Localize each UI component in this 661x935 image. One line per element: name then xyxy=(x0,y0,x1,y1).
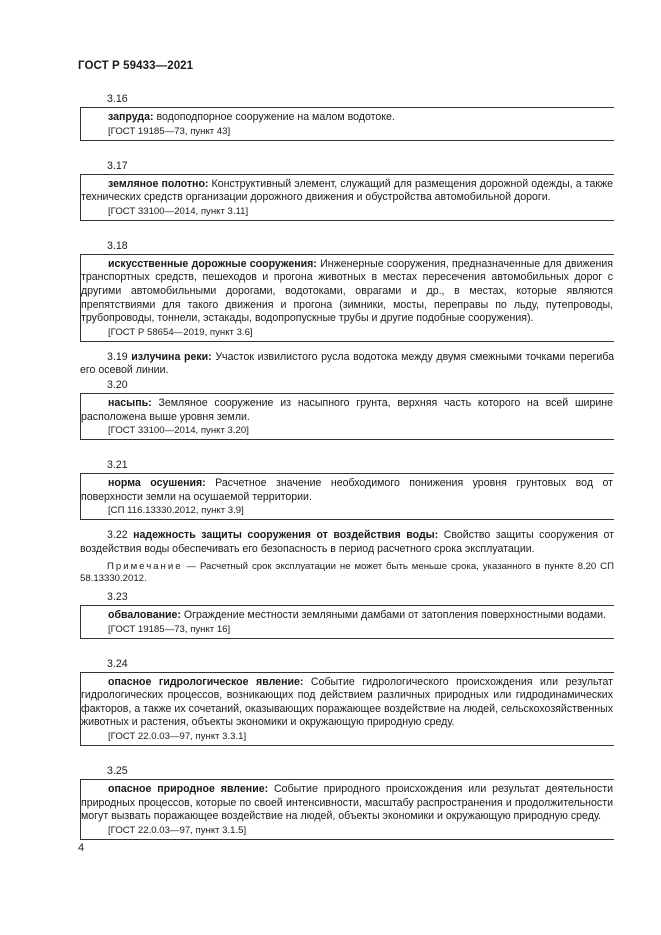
entry-number: 3.18 xyxy=(107,239,128,252)
term-entry-3-20 xyxy=(80,378,614,440)
definition-text xyxy=(81,783,614,824)
entry-number: 3.23 xyxy=(107,591,128,604)
term-entry-3-22 xyxy=(80,529,614,586)
definition-source: [ГОСТ 33100—2014, пункт 3.20] xyxy=(108,425,249,437)
terms-content xyxy=(80,92,614,840)
definition-text xyxy=(80,351,614,378)
term-name: насыпь: xyxy=(108,396,152,409)
entry-number: 3.21 xyxy=(107,459,128,472)
term-name: опасное гидрологическое явление: xyxy=(108,675,304,688)
definition-text xyxy=(81,258,614,326)
entry-number: 3.22 xyxy=(107,529,128,542)
entry-number: 3.19 xyxy=(107,350,128,363)
definition-source: [ГОСТ 19185—73, пункт 16] xyxy=(108,623,231,635)
term-name: запруда: xyxy=(108,111,154,123)
definition-box xyxy=(80,672,614,746)
definition-text xyxy=(81,178,614,205)
entry-number: 3.17 xyxy=(107,159,128,172)
entry-number: 3.25 xyxy=(107,765,128,778)
definition-text xyxy=(81,676,614,730)
term-entry-3-21 xyxy=(80,458,614,520)
term-name: обвалование: xyxy=(108,609,181,622)
term-definition: Инженерные сооружения, предназначенные для движения транспортных средств, пешеходов и прогона животных в местах пересечения автомобильных дорог с другими автомобильными дорогами, водотоками, оврагами и др., в местах, которые являются препятствиями для такого движения и прогона (зимники, мосты, переправы по льду, путепроводы, трубопроводы, тоннели, эстакады, водопропускные трубы и другие подобные сооружения). xyxy=(81,257,614,325)
page-number: 4 xyxy=(78,842,85,854)
entry-number: 3.24 xyxy=(107,657,128,670)
term-entry-3-24 xyxy=(80,657,614,746)
definition-box xyxy=(80,605,614,639)
definition-source: [ГОСТ 22.0.03—97, пункт 3.3.1] xyxy=(108,731,247,743)
term-definition: Участок извилистого русла водотока между двумя смежными точками перегиба его осевой линии. xyxy=(80,350,614,377)
entry-number: 3.16 xyxy=(107,93,128,105)
definition-source: [ГОСТ Р 58654—2019, пункт 3.6] xyxy=(108,326,253,338)
definition-text xyxy=(81,111,614,125)
definition-source: [ГОСТ 33100—2014, пункт 3.11] xyxy=(108,205,249,217)
term-definition: Конструктивный элемент, служащий для размещения дорожной одежды, а также технических средств организации дорожного движения и обустройства автомобильной дороги. xyxy=(81,177,614,204)
term-definition: Свойство защиты сооружения от воздействия воды обеспечивать его безопасность в период расчетного срока эксплуатации. xyxy=(80,529,614,555)
term-name: надежность защиты сооружения от воздействия воды: xyxy=(133,529,439,542)
definition-text xyxy=(80,529,614,556)
definition-box xyxy=(80,779,614,840)
term-name: излучина реки: xyxy=(131,350,212,363)
term-definition: Событие природного происхождения или результат деятельности природных процессов, которые по своей интенсивности, масштабу распространения и продолжительности могут вызвать поражающее воздействие на людей, объекты экономики и окружающую природную среду. xyxy=(81,783,613,823)
term-entry-3-18 xyxy=(80,239,614,342)
term-name: искусственные дорожные сооружения: xyxy=(108,257,317,270)
definition-box xyxy=(80,174,614,221)
term-definition: Земляное сооружение из насыпного грунта, верхняя часть которого на всей ширине расположена выше уровня земли. xyxy=(81,396,613,423)
definition-box xyxy=(80,393,614,440)
term-definition: Расчетное значение необходимого понижения уровня грунтовых вод от поверхности земли на осушаемой территории. xyxy=(81,477,613,503)
document-header-title: ГОСТ Р 59433—2021 xyxy=(78,60,194,72)
term-entry-3-19 xyxy=(80,351,614,378)
term-definition: Событие гидрологического происхождения или результат гидрологических процессов, возникающих под действием различных природных или гидродинамических факторов, а также их сочетаний, оказывающих поражающее воздействие на людей, сельскохозяйственных животных и растения, объекты экономики и окружающую природную среду. xyxy=(81,675,613,729)
definition-text xyxy=(81,609,614,623)
definition-source: [ГОСТ 19185—73, пункт 43] xyxy=(108,125,231,137)
definition-box xyxy=(80,254,614,342)
definition-source: [СП 116.13330.2012, пункт 3.9] xyxy=(108,505,244,517)
term-name: норма осушения: xyxy=(108,477,206,490)
note-text xyxy=(80,561,614,587)
term-name: земляное полотно: xyxy=(108,177,209,190)
term-entry-3-25 xyxy=(80,764,614,840)
entry-number: 3.20 xyxy=(107,378,128,391)
definition-source: [ГОСТ 22.0.03—97, пункт 3.1.5] xyxy=(108,824,247,836)
term-definition: водоподпорное сооружение на малом водотоке. xyxy=(153,111,395,123)
definition-text xyxy=(81,397,614,424)
definition-box xyxy=(80,107,614,141)
term-entry-3-17 xyxy=(80,159,614,221)
term-name: опасное природное явление: xyxy=(108,783,269,796)
note-label: Примечание xyxy=(107,560,183,572)
definition-box xyxy=(80,473,614,520)
term-entry-3-23 xyxy=(80,590,614,639)
definition-text xyxy=(81,477,614,504)
term-entry-3-16 xyxy=(80,92,614,141)
term-definition: Ограждение местности земляными дамбами от затопления поверхностными водами. xyxy=(180,609,606,622)
note-body: — Расчетный срок эксплуатации не может быть меньше срока, указанного в пункте 8.20 СП 58.13330.2012. xyxy=(80,560,614,585)
